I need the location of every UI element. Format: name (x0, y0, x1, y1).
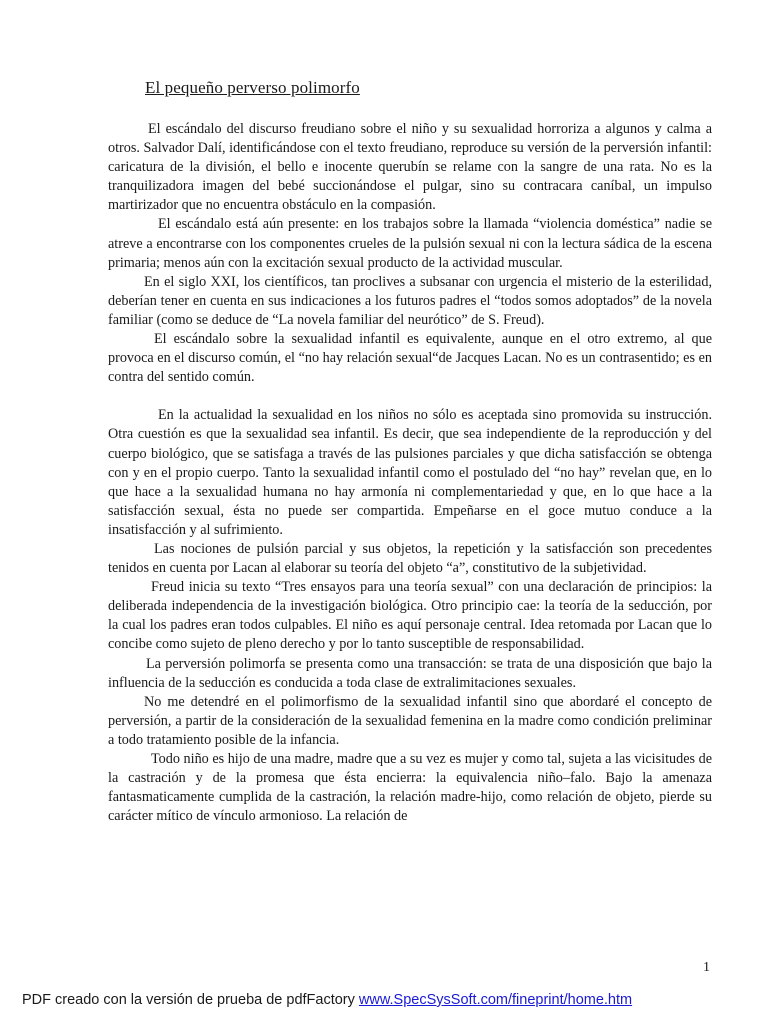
paragraph: Las nociones de pulsión parcial y sus objetos, la repetición y la satisfacción son precedentes tenidos en cuenta por Lacan al elaborar su teoría del objeto “a”, constitutivo de la subjetividad. (108, 540, 712, 577)
footer-link[interactable]: www.SpecSysSoft.com/fineprint/home.htm (358, 992, 633, 1008)
paragraph: El escándalo está aún presente: en los trabajos sobre la llamada “violencia doméstica” nadie se atreve a encontrarse con los componentes crueles de la pulsión sexual ni con la lectura sádica de la escena primaria; menos aún con la excitación sexual producto de la actividad muscular. (108, 216, 712, 271)
paragraph: Freud inicia su texto “Tres ensayos para una teoría sexual” con una declaración de principios: la deliberada independencia de la investigación biológica. Otro principio cae: la teoría de la seducción, por la cual los padres eran todos culpables. El niño es aquí personaje central. Idea retomada por Lacan que lo concibe como sujeto de pleno derecho y por lo tanto susceptible de responsabilidad. (108, 579, 712, 653)
document-title: El pequeño perverso polimorfo (145, 78, 360, 97)
footer-text: PDF creado con la versión de prueba de pdfFactory (22, 992, 359, 1008)
page-number: 1 (703, 960, 710, 975)
pdf-footer (22, 992, 632, 1008)
paragraph: El escándalo del discurso freudiano sobre el niño y su sexualidad horroriza a algunos y calma a otros. Salvador Dalí, identificándose con el texto freudiano, reproduce su versión de la perversión infantil: caricatura de la división, el bello e inocente querubín se relame con la sangre de una rata. No es la tranquilizadora imagen del bebé succionándose el pulgar, sino su contracara caníbal, un impulso martirizador que no encuentra obstáculo en la compasión. (108, 121, 712, 214)
paragraph: La perversión polimorfa se presenta como una transacción: se trata de una disposición que bajo la influencia de la seducción es conducida a toda clase de extralimitaciones sexuales. (108, 655, 712, 691)
paragraph: El escándalo sobre la sexualidad infantil es equivalente, aunque en el otro extremo, al que provoca en el discurso común, el “no hay relación sexual“de Jacques Lacan. No es un contrasentido; es en contra del sentido común. (108, 331, 712, 386)
paragraph: En el siglo XXI, los científicos, tan proclives a subsanar con urgencia el misterio de la esterilidad, deberían tener en cuenta en sus indicaciones a los futuros padres el “todos somos adoptados” de la novela familiar (como se deduce de “La novela familiar del neurótico” de S. Freud). (108, 273, 712, 328)
document-body (108, 120, 712, 826)
paragraph: Todo niño es hijo de una madre, madre que a su vez es mujer y como tal, sujeta a las vicisitudes de la castración y de la promesa que ésta encierra: la equivalencia niño–falo. Bajo la amenaza fantasmaticamente cumplida de la castración, la relación madre-hijo, como relación de objeto, pierde su carácter mítico de vínculo armonioso. La relación de (108, 751, 712, 825)
paragraph: No me detendré en el polimorfismo de la sexualidad infantil sino que abordaré el concepto de perversión, a partir de la consideración de la sexualidad femenina en la madre como condición preliminar a todo tratamiento posible de la infancia. (108, 693, 712, 748)
paragraph: En la actualidad la sexualidad en los niños no sólo es aceptada sino promovida su instrucción. Otra cuestión es que la sexualidad sea infantil. Es decir, que sea independiente de la reproducción y del cuerpo biológico, que se satisfaga a través de las pulsiones parciales y que dicha satisfacción se obtenga con y en el propio cuerpo. Tanto la sexualidad infantil como el postulado del “no hay” revelan que, en lo que hace a la sexualidad humana no hay armonía ni complementariedad y que, en lo que hace a la satisfacción sexual, ésta no puede ser compartida. Empeñarse en el goce mutuo conduce a la insatisfacción y al sufrimiento. (108, 407, 712, 538)
